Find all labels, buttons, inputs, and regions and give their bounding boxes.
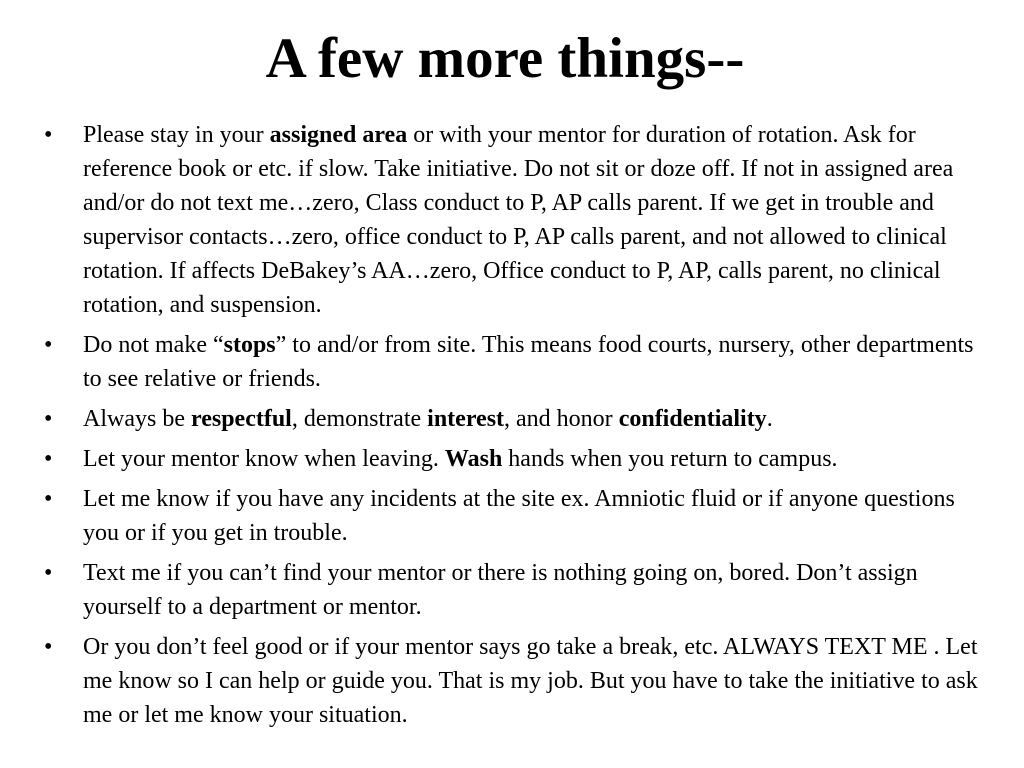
bullet-text: ” to and/or from site. This means food courts, nursery, other departments to see relative or friends.	[83, 332, 974, 392]
bullet-text: , and honor	[504, 406, 619, 432]
bullet-text: Text me if you can’t find your mentor or there is nothing going on, bored. Don’t assign yourself to a department or mentor.	[83, 560, 918, 620]
bullet-text: Always be	[83, 406, 191, 432]
bullet-list	[0, 118, 1024, 738]
bullet-text: Do not make “	[83, 332, 224, 358]
bullet-text: Please stay in your	[83, 122, 270, 148]
slide-title: A few more things--	[265, 27, 745, 90]
bullet-emphasis: Wash	[444, 446, 503, 472]
bullet-text: .	[766, 406, 773, 432]
bullet-item	[0, 556, 1024, 624]
bullet-item	[0, 630, 1024, 732]
bullet-emphasis: stops	[223, 332, 276, 358]
bullet-text: Or you don’t feel good or if your mentor says go take a break, etc. ALWAYS TEXT ME . Let me know so I can help or guide you. That is my job. But you have to take the initiative to ask me or let me know your situation.	[83, 634, 978, 728]
bullet-emphasis: respectful	[190, 406, 292, 432]
bullet-item	[0, 482, 1024, 550]
bullet-emphasis: assigned area	[269, 122, 408, 148]
bullet-text: Let your mentor know when leaving.	[83, 446, 445, 472]
bullet-item	[0, 328, 1024, 396]
bullet-text: or with your mentor for duration of rotation. Ask for reference book or etc. if slow. Take initiative. Do not sit or doze off. If not in assigned area and/or do not text me…zero, Class conduct to P, AP calls parent. If we get in trouble and supervisor contacts…zero, office conduct to P, AP calls parent, and not allowed to clinical rotation. If affects DeBakey’s AA…zero, Office conduct to P, AP, calls parent, no clinical rotation, and suspension.	[83, 122, 954, 318]
bullet-text: hands when you return to campus.	[502, 446, 838, 472]
bullet-item	[0, 442, 1024, 476]
bullet-emphasis: confidentiality	[618, 406, 767, 432]
bullet-text: , demonstrate	[291, 406, 428, 432]
bullet-item	[0, 402, 1024, 436]
bullet-item	[0, 118, 1024, 322]
bullet-text: Let me know if you have any incidents at the site ex. Amniotic fluid or if anyone questions you or if you get in trouble.	[83, 486, 955, 546]
bullet-emphasis: interest	[427, 406, 505, 432]
